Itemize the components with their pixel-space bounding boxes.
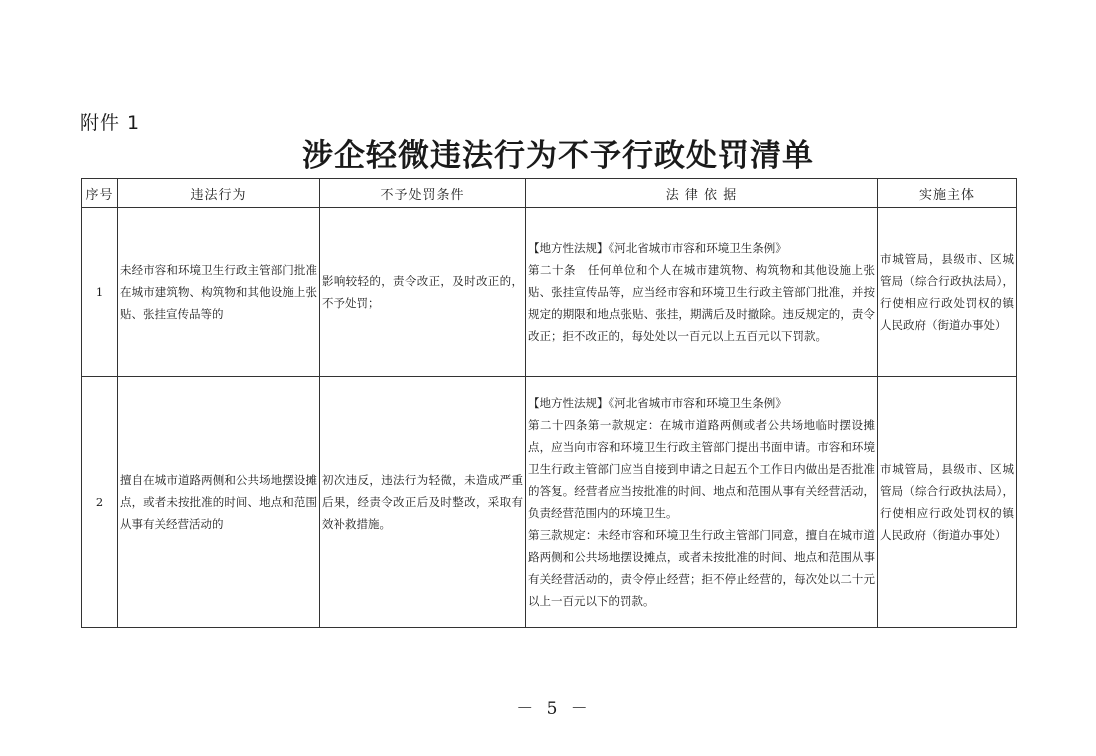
row-number: 2 [82, 377, 118, 628]
legal-basis-article: 第二十四条第一款规定：在城市道路两侧或者公共场地临时摆设摊点，应当向市容和环境卫生行政主管部门提出书面申请。市容和环境卫生行政主管部门应当自接到申请之日起五个工作日内做出是否批准的答复。经营者应当按批准的时间、地点和范围从事有关经营活动，负责经营范围内的环境卫生。 [528, 418, 875, 520]
legal-basis-article: 第二十条 任何单位和个人在城市建筑物、构筑物和其他设施上张贴、张挂宣传品等，应当经市容和环境卫生行政主管部门批准，并按规定的期限和地点张贴、张挂，期满后及时撤除。违反规定的，责令改正；拒不改正的，每处处以一百元以上五百元以下罚款。 [528, 263, 875, 343]
table-row [82, 377, 1017, 628]
document-title: 涉企轻微违法行为不予行政处罚清单 [302, 138, 814, 174]
row-condition: 影响较轻的，责令改正，及时改正的，不予处罚； [320, 208, 526, 377]
header-authority: 实施主体 [878, 179, 1017, 208]
legal-basis-source: 【地方性法规】《河北省城市市容和环境卫生条例》 [528, 396, 787, 410]
table-header-row [82, 179, 1017, 208]
page-number: － 5 － [516, 699, 592, 719]
legal-basis-article: 第三款规定：未经市容和环境卫生行政主管部门同意，擅自在城市道路两侧和公共场地摆设摊点，或者未按批准的时间、地点和范围从事有关经营活动的，责令停止经营；拒不停止经营的，每次处以二十元以上一百元以下的罚款。 [528, 528, 875, 608]
row-authority: 市城管局，县级市、区城管局（综合行政执法局），行使相应行政处罚权的镇人民政府（街道办事处） [878, 377, 1017, 628]
attachment-label: 附件 1 [80, 112, 141, 134]
row-behavior: 未经市容和环境卫生行政主管部门批准在城市建筑物、构筑物和其他设施上张贴、张挂宣传品等的 [118, 208, 320, 377]
header-condition: 不予处罚条件 [320, 179, 526, 208]
table-row [82, 208, 1017, 377]
row-behavior: 擅自在城市道路两侧和公共场地摆设摊点，或者未按批准的时间、地点和范围从事有关经营活动的 [118, 377, 320, 628]
row-legal-basis [526, 377, 878, 628]
row-authority: 市城管局，县级市、区城管局（综合行政执法局），行使相应行政处罚权的镇人民政府（街道办事处） [878, 208, 1017, 377]
header-no: 序号 [82, 179, 118, 208]
legal-basis-source: 【地方性法规】《河北省城市市容和环境卫生条例》 [528, 241, 787, 255]
penalty-exemption-table [81, 178, 1017, 628]
header-basis: 法 律 依 据 [526, 179, 878, 208]
header-behavior: 违法行为 [118, 179, 320, 208]
row-condition: 初次违反，违法行为轻微，未造成严重后果，经责令改正后及时整改，采取有效补救措施。 [320, 377, 526, 628]
row-number: 1 [82, 208, 118, 377]
row-legal-basis [526, 208, 878, 377]
